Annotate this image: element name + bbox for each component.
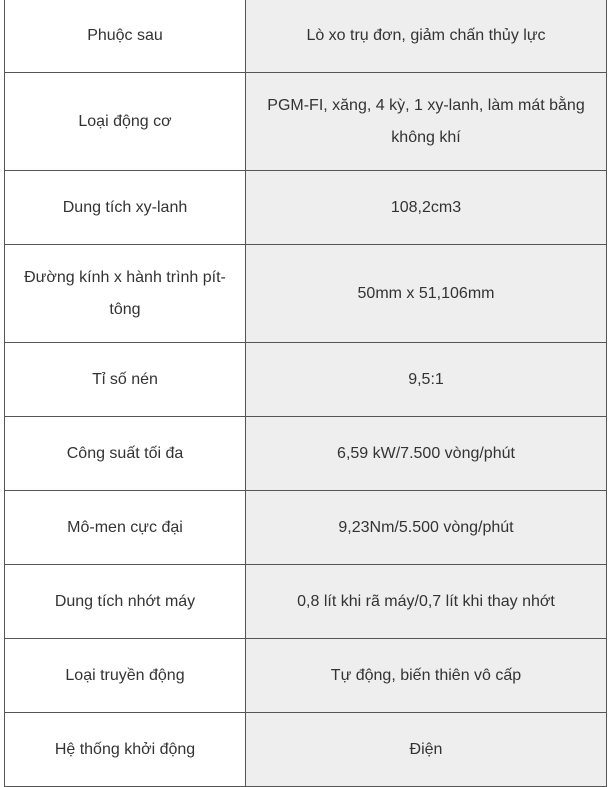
spec-label: Công suất tối đa — [5, 417, 246, 491]
table-row — [5, 245, 607, 343]
spec-value: Tự động, biến thiên vô cấp — [246, 639, 607, 713]
table-row — [5, 713, 607, 787]
spec-value: 9,23Nm/5.500 vòng/phút — [246, 491, 607, 565]
spec-label: Loại động cơ — [5, 73, 246, 171]
table-row — [5, 417, 607, 491]
spec-label: Đường kính x hành trình pít-tông — [5, 245, 246, 343]
spec-value: Điện — [246, 713, 607, 787]
spec-label: Hệ thống khởi động — [5, 713, 246, 787]
spec-label: Phuộc sau — [5, 0, 246, 73]
spec-value: 50mm x 51,106mm — [246, 245, 607, 343]
spec-label: Mô-men cực đại — [5, 491, 246, 565]
spec-value: 0,8 lít khi rã máy/0,7 lít khi thay nhớt — [246, 565, 607, 639]
table-row — [5, 565, 607, 639]
table-row — [5, 343, 607, 417]
spec-label: Loại truyền động — [5, 639, 246, 713]
spec-value: PGM-FI, xăng, 4 kỳ, 1 xy-lanh, làm mát bằng không khí — [246, 73, 607, 171]
spec-label: Dung tích nhớt máy — [5, 565, 246, 639]
spec-label: Dung tích xy-lanh — [5, 171, 246, 245]
spec-label: Tỉ số nén — [5, 343, 246, 417]
spec-value: 6,59 kW/7.500 vòng/phút — [246, 417, 607, 491]
spec-value: Lò xo trụ đơn, giảm chấn thủy lực — [246, 0, 607, 73]
spec-value: 9,5:1 — [246, 343, 607, 417]
table-row — [5, 491, 607, 565]
table-row — [5, 639, 607, 713]
table-row — [5, 73, 607, 171]
spec-table — [4, 0, 607, 787]
table-row — [5, 171, 607, 245]
spec-value: 108,2cm3 — [246, 171, 607, 245]
table-row — [5, 0, 607, 73]
